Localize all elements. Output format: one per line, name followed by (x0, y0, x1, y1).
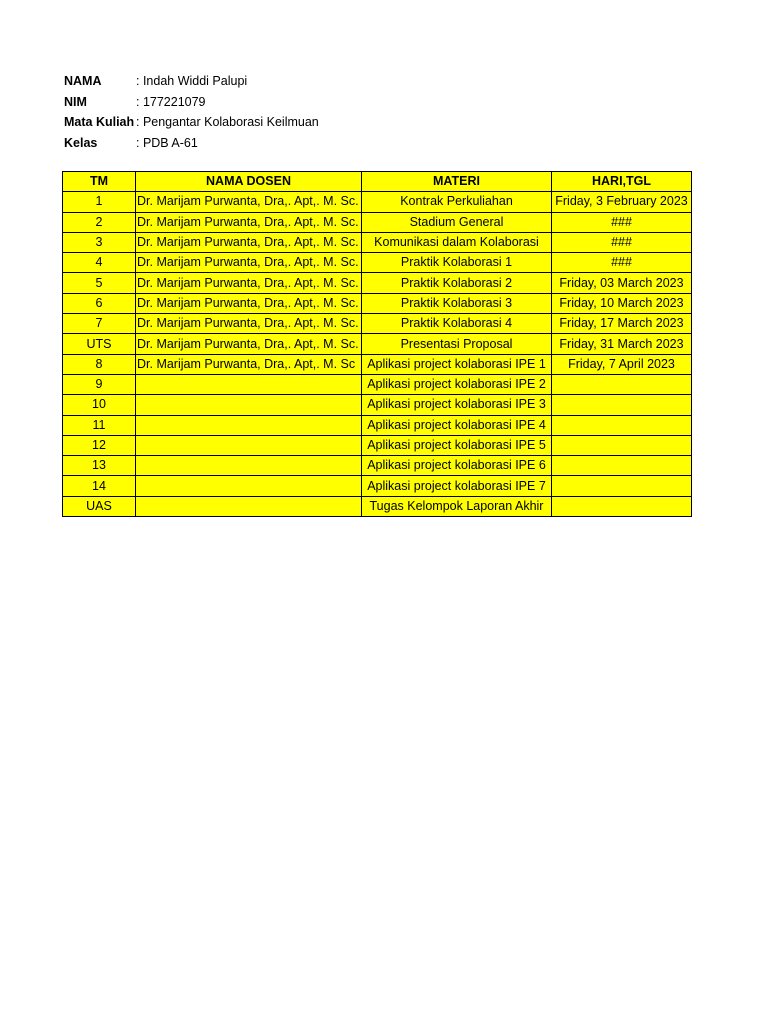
cell-hari-tgl (552, 476, 692, 496)
cell-hari-tgl: Friday, 03 March 2023 (552, 273, 692, 293)
cell-materi: Aplikasi project kolaborasi IPE 4 (362, 415, 552, 435)
cell-hari-tgl: Friday, 7 April 2023 (552, 354, 692, 374)
cell-hari-tgl: ### (552, 212, 692, 232)
cell-materi: Aplikasi project kolaborasi IPE 1 (362, 354, 552, 374)
cell-tm: 12 (63, 435, 136, 455)
cell-hari-tgl: Friday, 17 March 2023 (552, 314, 692, 334)
cell-nama-dosen: Dr. Marijam Purwanta, Dra,. Apt,. M. Sc. (136, 212, 362, 232)
table-row (63, 476, 692, 496)
table-row (63, 334, 692, 354)
info-value: : 177221079 (136, 94, 206, 109)
cell-tm: 2 (63, 212, 136, 232)
cell-tm: 10 (63, 395, 136, 415)
table-row (63, 314, 692, 334)
student-info (64, 71, 319, 153)
table-row (63, 273, 692, 293)
table-row (63, 456, 692, 476)
table-row (63, 354, 692, 374)
cell-tm: 9 (63, 374, 136, 394)
cell-nama-dosen (136, 496, 362, 516)
cell-nama-dosen: Dr. Marijam Purwanta, Dra,. Apt,. M. Sc. (136, 293, 362, 313)
cell-nama-dosen (136, 374, 362, 394)
cell-materi: Aplikasi project kolaborasi IPE 6 (362, 456, 552, 476)
info-label: NAMA (64, 74, 102, 88)
cell-materi: Praktik Kolaborasi 4 (362, 314, 552, 334)
cell-materi: Kontrak Perkuliahan (362, 192, 552, 212)
cell-nama-dosen (136, 415, 362, 435)
cell-hari-tgl (552, 415, 692, 435)
info-label: NIM (64, 94, 87, 109)
cell-materi: Aplikasi project kolaborasi IPE 7 (362, 476, 552, 496)
cell-tm: UAS (63, 496, 136, 516)
cell-tm: 5 (63, 273, 136, 293)
cell-materi: Tugas Kelompok Laporan Akhir (362, 496, 552, 516)
cell-nama-dosen: Dr. Marijam Purwanta, Dra,. Apt,. M. Sc (136, 354, 362, 374)
cell-materi: Stadium General (362, 212, 552, 232)
cell-hari-tgl (552, 456, 692, 476)
cell-materi: Praktik Kolaborasi 3 (362, 293, 552, 313)
cell-materi: Praktik Kolaborasi 2 (362, 273, 552, 293)
table-row (63, 212, 692, 232)
cell-tm: 4 (63, 253, 136, 273)
table-row (63, 395, 692, 415)
cell-materi: Aplikasi project kolaborasi IPE 2 (362, 374, 552, 394)
table-header-row (63, 172, 692, 192)
cell-hari-tgl (552, 395, 692, 415)
cell-nama-dosen (136, 456, 362, 476)
info-value: : PDB A-61 (136, 135, 198, 150)
cell-tm: UTS (63, 334, 136, 354)
cell-materi: Praktik Kolaborasi 1 (362, 253, 552, 273)
info-value: : Indah Widdi Palupi (136, 74, 248, 88)
cell-hari-tgl (552, 496, 692, 516)
info-label: Kelas (64, 135, 98, 150)
cell-hari-tgl: ### (552, 232, 692, 252)
cell-tm: 6 (63, 293, 136, 313)
table-row (63, 253, 692, 273)
cell-nama-dosen: Dr. Marijam Purwanta, Dra,. Apt,. M. Sc. (136, 314, 362, 334)
info-row-kelas (64, 133, 319, 154)
cell-nama-dosen: Dr. Marijam Purwanta, Dra,. Apt,. M. Sc. (136, 273, 362, 293)
cell-tm: 3 (63, 232, 136, 252)
cell-nama-dosen (136, 435, 362, 455)
cell-nama-dosen: Dr. Marijam Purwanta, Dra,. Apt,. M. Sc. (136, 232, 362, 252)
cell-tm: 7 (63, 314, 136, 334)
cell-nama-dosen: Dr. Marijam Purwanta, Dra,. Apt,. M. Sc. (136, 253, 362, 273)
cell-tm: 14 (63, 476, 136, 496)
cell-hari-tgl (552, 435, 692, 455)
cell-hari-tgl (552, 374, 692, 394)
header-materi: MATERI (362, 172, 552, 192)
table-row (63, 293, 692, 313)
info-row-nim (64, 92, 319, 113)
table-row (63, 232, 692, 252)
cell-materi: Presentasi Proposal (362, 334, 552, 354)
cell-materi: Aplikasi project kolaborasi IPE 3 (362, 395, 552, 415)
cell-nama-dosen (136, 395, 362, 415)
schedule-table (62, 171, 692, 517)
info-value: : Pengantar Kolaborasi Keilmuan (136, 115, 319, 129)
table-row (63, 192, 692, 212)
header-tm: TM (63, 172, 136, 192)
cell-hari-tgl: Friday, 3 February 2023 (552, 192, 692, 212)
table-row (63, 496, 692, 516)
table-row (63, 435, 692, 455)
cell-materi: Aplikasi project kolaborasi IPE 5 (362, 435, 552, 455)
info-row-mata-kuliah (64, 112, 319, 133)
info-row-nama (64, 71, 319, 92)
cell-hari-tgl: ### (552, 253, 692, 273)
info-label: Mata Kuliah (64, 115, 135, 129)
cell-hari-tgl: Friday, 10 March 2023 (552, 293, 692, 313)
cell-nama-dosen: Dr. Marijam Purwanta, Dra,. Apt,. M. Sc. (136, 334, 362, 354)
cell-materi: Komunikasi dalam Kolaborasi (362, 232, 552, 252)
cell-nama-dosen (136, 476, 362, 496)
header-hari-tgl: HARI,TGL (552, 172, 692, 192)
cell-tm: 11 (63, 415, 136, 435)
cell-tm: 13 (63, 456, 136, 476)
cell-nama-dosen: Dr. Marijam Purwanta, Dra,. Apt,. M. Sc. (136, 192, 362, 212)
header-nama-dosen: NAMA DOSEN (136, 172, 362, 192)
cell-hari-tgl: Friday, 31 March 2023 (552, 334, 692, 354)
cell-tm: 8 (63, 354, 136, 374)
table-row (63, 415, 692, 435)
cell-tm: 1 (63, 192, 136, 212)
table-row (63, 374, 692, 394)
